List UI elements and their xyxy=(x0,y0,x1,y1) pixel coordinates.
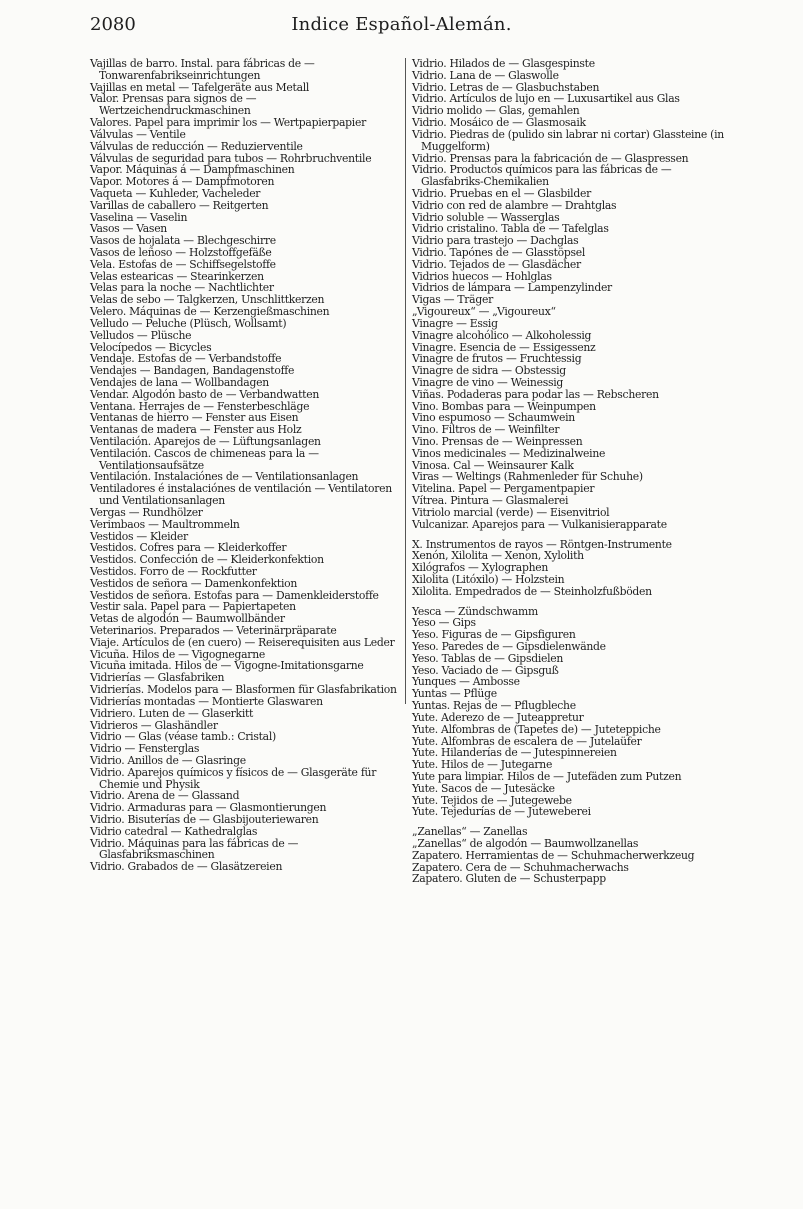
index-entry: Yute. Alfombras de (Tapetes de) — Juteteppiche xyxy=(412,722,661,736)
index-entry: Válvulas — Ventile xyxy=(90,127,186,141)
index-entry: Vasos de hojalata — Blechgeschirre xyxy=(90,234,276,248)
index-entry: Yute. Alfombras de escalera de — Jutelaüfer xyxy=(412,734,642,748)
index-entry: Vendajes — Bandagen, Bandagenstoffe xyxy=(90,364,295,378)
index-entry: Vidrios huecos — Hohlglas xyxy=(412,269,552,283)
index-entry: Vidrio. Aparejos químicos y físicos de — Glasgeräte für Chemie und Physik xyxy=(90,765,377,791)
index-entry: Vitelina. Papel — Pergamentpapier xyxy=(412,482,595,496)
index-entry: Vajillas en metal — Tafelgeräte aus Metall xyxy=(90,80,310,94)
index-entry: Varillas de caballero — Reitgerten xyxy=(90,198,269,212)
index-entry: Vidriero. Luten de — Glaserkitt xyxy=(90,706,254,720)
index-entry: Xilolita. Empedrados de — Steinholzfußböden xyxy=(412,584,652,598)
index-entry: Vestidos. Confección de — Kleiderkonfektion xyxy=(90,553,324,567)
column-divider xyxy=(405,58,406,704)
index-entry: Vidrio. Tapónes de — Glasstöpsel xyxy=(412,246,586,259)
index-entry: Vestidos — Kleider xyxy=(90,529,188,543)
index-entry: Vidrio. Armaduras para — Glasmontierungen xyxy=(90,801,327,815)
index-entry: Vidrio. Productos químicos para las fábricas de — Glasfabriks-Chemikalien xyxy=(412,163,672,189)
index-entry: Vidrio. Letras de — Glasbuchstaben xyxy=(412,80,600,94)
index-entry: Vino espumoso — Schaumwein xyxy=(412,411,575,425)
index-entry: Vidrio catedral — Kathedralglas xyxy=(90,824,258,838)
index-entry: Valores. Papel para imprimir los — Wertpapierpapier xyxy=(90,116,366,130)
index-entry: Yute. Sacos de — Jutesäcke xyxy=(412,781,555,795)
index-entry: Vicuña. Hilos de — Vigognegarne xyxy=(90,647,265,661)
index-entry: Viñas. Podaderas para podar las — Rebscheren xyxy=(412,387,659,401)
index-entry: Velludo — Peluche (Plüsch, Wollsamt) xyxy=(90,316,287,330)
left-column xyxy=(90,58,402,873)
index-entry: Vapor. Máquinas á — Dampfmaschinen xyxy=(90,163,295,177)
index-entry: Vela. Estofas de — Schiffsegelstoffe xyxy=(90,257,276,271)
index-entry: Vidrierías. Modelos para — Blasformen für Glasfabrikation xyxy=(90,683,397,697)
index-entry: Vapor. Motores á — Dampfmotoren xyxy=(90,175,275,189)
right-column xyxy=(412,58,724,885)
index-entry: Ventanas de madera — Fenster aus Holz xyxy=(90,423,302,437)
index-entry: Vinosa. Cal — Weinsaurer Kalk xyxy=(412,458,574,472)
index-entry: „Vigoureux“ — „Vigoureux“ xyxy=(412,305,556,319)
index-entry: Yute. Aderezo de — Juteappretur xyxy=(412,710,584,724)
index-entry: Veterinarios. Preparados — Veterinärpräparate xyxy=(90,624,337,637)
index-entry: Verimbaos — Maultrommeln xyxy=(90,517,240,531)
index-entry: Vinagre de frutos — Fruchtessig xyxy=(412,352,582,366)
index-entry: Ventilación. Aparejos de — Lüftungsanlagen xyxy=(90,435,321,448)
index-entry: Vinagre de sidra — Obstessig xyxy=(412,364,566,378)
index-entry: Xenón, Xilolita — Xenon, Xylolith xyxy=(412,549,584,563)
page-header xyxy=(0,14,803,40)
index-entry: Velas para la noche — Nachtlichter xyxy=(90,281,274,295)
index-entry: Vidrio. Arena de — Glassand xyxy=(90,789,240,803)
index-entry: Vidrio con red de alambre — Drahtglas xyxy=(412,198,617,212)
index-entry: Vítrea. Pintura — Glasmalerei xyxy=(412,494,569,508)
index-entry: Yeso. Figuras de — Gipsfiguren xyxy=(412,628,576,642)
index-entry: Yute. Hilos de — Jutegarne xyxy=(412,758,553,772)
index-entry: Yesca — Zündschwamm xyxy=(412,604,538,618)
index-entry: Viaje. Artículos de (en cuero) — Reiserequisiten aus Leder xyxy=(90,635,395,649)
index-entry: Zapatero. Gluten de — Schusterpapp xyxy=(412,872,606,886)
index-entry: Ventilación. Instalaciónes de — Ventilationsanlagen xyxy=(90,470,359,484)
page-title: Indice Español-Alemán. xyxy=(291,14,512,35)
index-entry: Vinagre de vino — Weinessig xyxy=(412,375,564,389)
index-entry: Vidrio molido — Glas, gemahlen xyxy=(412,104,580,118)
index-entry: „Zanellas“ — Zanellas xyxy=(412,825,528,839)
index-entry: Zapatero. Cera de — Schuhmacherwachs xyxy=(412,860,629,874)
index-entry: Vidrio. Lana de — Glaswolle xyxy=(412,68,559,82)
index-entry: Vidrio. Hilados de — Glasgespinste xyxy=(412,57,595,70)
index-entry: Vinagre. Esencia de — Essigessenz xyxy=(412,340,596,354)
index-entry: Vidrio. Prensas para la fabricación de — Glaspressen xyxy=(412,151,689,165)
index-entry: Vidrio. Bisuterías de — Glasbijouteriewaren xyxy=(90,813,319,826)
index-entry: Vidrierías — Glasfabriken xyxy=(90,671,225,685)
index-entry: Valor. Prensas para signos de — Wertzeichendruckmaschinen xyxy=(90,92,257,118)
index-entry: Yute para limpiar. Hilos de — Jutefäden zum Putzen xyxy=(412,769,682,783)
index-entry: Zapatero. Herramientas de — Schuhmacherwerkzeug xyxy=(412,848,695,862)
index-entry: Vinagre — Essig xyxy=(412,316,498,330)
index-entry: Vidrio. Artículos de lujo en — Luxusartikel aus Glas xyxy=(412,92,680,106)
index-entry: Vulcanizar. Aparejos para — Vulkanisierapparate xyxy=(412,517,667,531)
index-entry: Yeso. Tablas de — Gipsdielen xyxy=(412,651,564,665)
index-entry: Vitriolo marcial (verde) — Eisenvitriol xyxy=(412,505,610,519)
index-entry: Ventiladores é instalaciónes de ventilación — Ventilatoren und Ventilationsanlagen xyxy=(90,482,392,508)
index-entry: Vestidos de señora. Estofas para — Damenkleiderstoffe xyxy=(90,588,379,602)
index-entry: Velas de sebo — Talgkerzen, Unschlittkerzen xyxy=(90,293,325,307)
index-entry: Viras — Weltings (Rahmenleder für Schuhe) xyxy=(412,470,643,484)
index-entry: Vidrio cristalino. Tabla de — Tafelglas xyxy=(412,222,609,236)
index-entry: Vetas de algodón — Baumwollbänder xyxy=(90,612,285,626)
index-entry: Vidrio para trastejo — Dachglas xyxy=(412,234,579,248)
index-entry: Vidrieros — Glashändler xyxy=(90,718,218,732)
index-entry: Vestidos. Forro de — Rockfutter xyxy=(90,564,257,578)
index-entry: Yeso — Gips xyxy=(412,616,476,630)
index-entry: Vino. Prensas de — Weinpressen xyxy=(412,435,583,448)
index-entry: Vidrio. Máquinas para las fábricas de — Glasfabriksmaschinen xyxy=(90,836,299,862)
index-entry: Válvulas de reducción — Reduzierventile xyxy=(90,139,303,153)
index-entry: Yunques — Ambosse xyxy=(412,675,520,689)
index-entry: Vajillas de barro. Instal. para fábricas de — Tonwarenfabrikseinrichtungen xyxy=(90,57,315,82)
index-entry: Vendar. Algodón basto de — Verbandwatten xyxy=(90,387,319,401)
index-entry: „Zanellas“ de algodón — Baumwollzanellas xyxy=(412,837,639,850)
index-entry: Yeso. Paredes de — Gipsdielenwände xyxy=(412,640,606,653)
index-entry: Vidrio — Fensterglas xyxy=(90,742,200,756)
index-entry: Vestir sala. Papel para — Papiertapeten xyxy=(90,600,296,614)
index-entry: Ventilación. Cascos de chimeneas para la — Ventilationsaufsätze xyxy=(90,446,319,472)
index-entry: Vidrio. Pruebas en el — Glasbilder xyxy=(412,186,591,200)
index-entry: Yute. Hilanderías de — Jutespinnereien xyxy=(412,746,617,760)
index-entry: Vidrio — Glas (véase tamb.: Cristal) xyxy=(90,730,276,744)
index-entry: Ventanas de hierro — Fenster aus Eisen xyxy=(90,411,299,425)
index-entry: Vidrio. Piedras de (pulido sin labrar ni cortar) Glassteine (in Muggelform) xyxy=(412,127,724,153)
index-entry: X. Instrumentos de rayos — Röntgen-Instrumente xyxy=(412,537,672,551)
index-entry: Velero. Máquinas de — Kerzengießmaschinen xyxy=(90,305,330,319)
index-entry: Velludos — Plüsche xyxy=(90,328,192,342)
index-entry: Vidrierías montadas — Montierte Glaswaren xyxy=(90,694,323,708)
index-entry: Vendajes de lana — Wollbandagen xyxy=(90,375,269,389)
page-number: 2080 xyxy=(90,14,136,35)
index-entry: Yeso. Vaciado de — Gipsguß xyxy=(412,663,559,677)
index-entry: Ventana. Herrajes de — Fensterbeschläge xyxy=(90,399,310,413)
index-entry: Velas estearicas — Stearinkerzen xyxy=(90,269,264,283)
index-entry: Válvulas de seguridad para tubos — Rohrbruchventile xyxy=(90,151,372,165)
index-entry: Vino. Filtros de — Weinfilter xyxy=(412,423,560,437)
index-entry: Yuntas. Rejas de — Pflugbleche xyxy=(412,699,576,713)
index-entry: Vidrios de lámpara — Lampenzylinder xyxy=(412,281,612,295)
index-entry: Vendaje. Estofas de — Verbandstoffe xyxy=(90,352,282,366)
index-entry: Yuntas — Pflüge xyxy=(412,687,497,701)
index-entry: Vinos medicinales — Medizinalweine xyxy=(412,446,606,460)
index-entry: Vestidos. Cofres para — Kleiderkoffer xyxy=(90,541,287,555)
index-entry: Vestidos de señora — Damenkonfektion xyxy=(90,576,298,590)
index-entry: Vasos — Vasen xyxy=(90,222,167,236)
index-entry: Vino. Bombas para — Weinpumpen xyxy=(412,399,596,413)
index-entry: Yute. Tejidos de — Jutegewebe xyxy=(412,793,572,807)
index-entry: Xilógrafos — Xylographen xyxy=(412,561,549,575)
index-entry: Velocípedos — Bicycles xyxy=(90,340,212,354)
index-entry: Vigas — Träger xyxy=(412,293,493,307)
index-entry: Vidrio. Tejados de — Glasdächer xyxy=(412,257,581,271)
index-entry: Yute. Tejedurías de — Juteweberei xyxy=(412,805,591,819)
index-entry: Vidrio soluble — Wasserglas xyxy=(412,210,560,224)
index-entry: Xilolita (Litóxilo) — Holzstein xyxy=(412,572,565,586)
index-entry: Vidrio. Anillos de — Glasringe xyxy=(90,753,246,767)
index-entry: Vaselina — Vaselin xyxy=(90,210,188,224)
index-entry: Vasos de leñoso — Holzstoffgefäße xyxy=(90,246,272,259)
index-entry: Vergas — Rundhölzer xyxy=(90,505,203,519)
index-entry: Vaqueta — Kuhleder, Vacheleder xyxy=(90,186,261,200)
index-entry: Vidrio. Grabados de — Glasätzereien xyxy=(90,860,283,874)
index-entry: Vicuña imitada. Hilos de — Vigogne-Imitationsgarne xyxy=(90,659,364,673)
index-entry: Vidrio. Mosáico de — Glasmosaik xyxy=(412,116,586,130)
index-entry: Vinagre alcohólico — Alkoholessig xyxy=(412,328,592,342)
